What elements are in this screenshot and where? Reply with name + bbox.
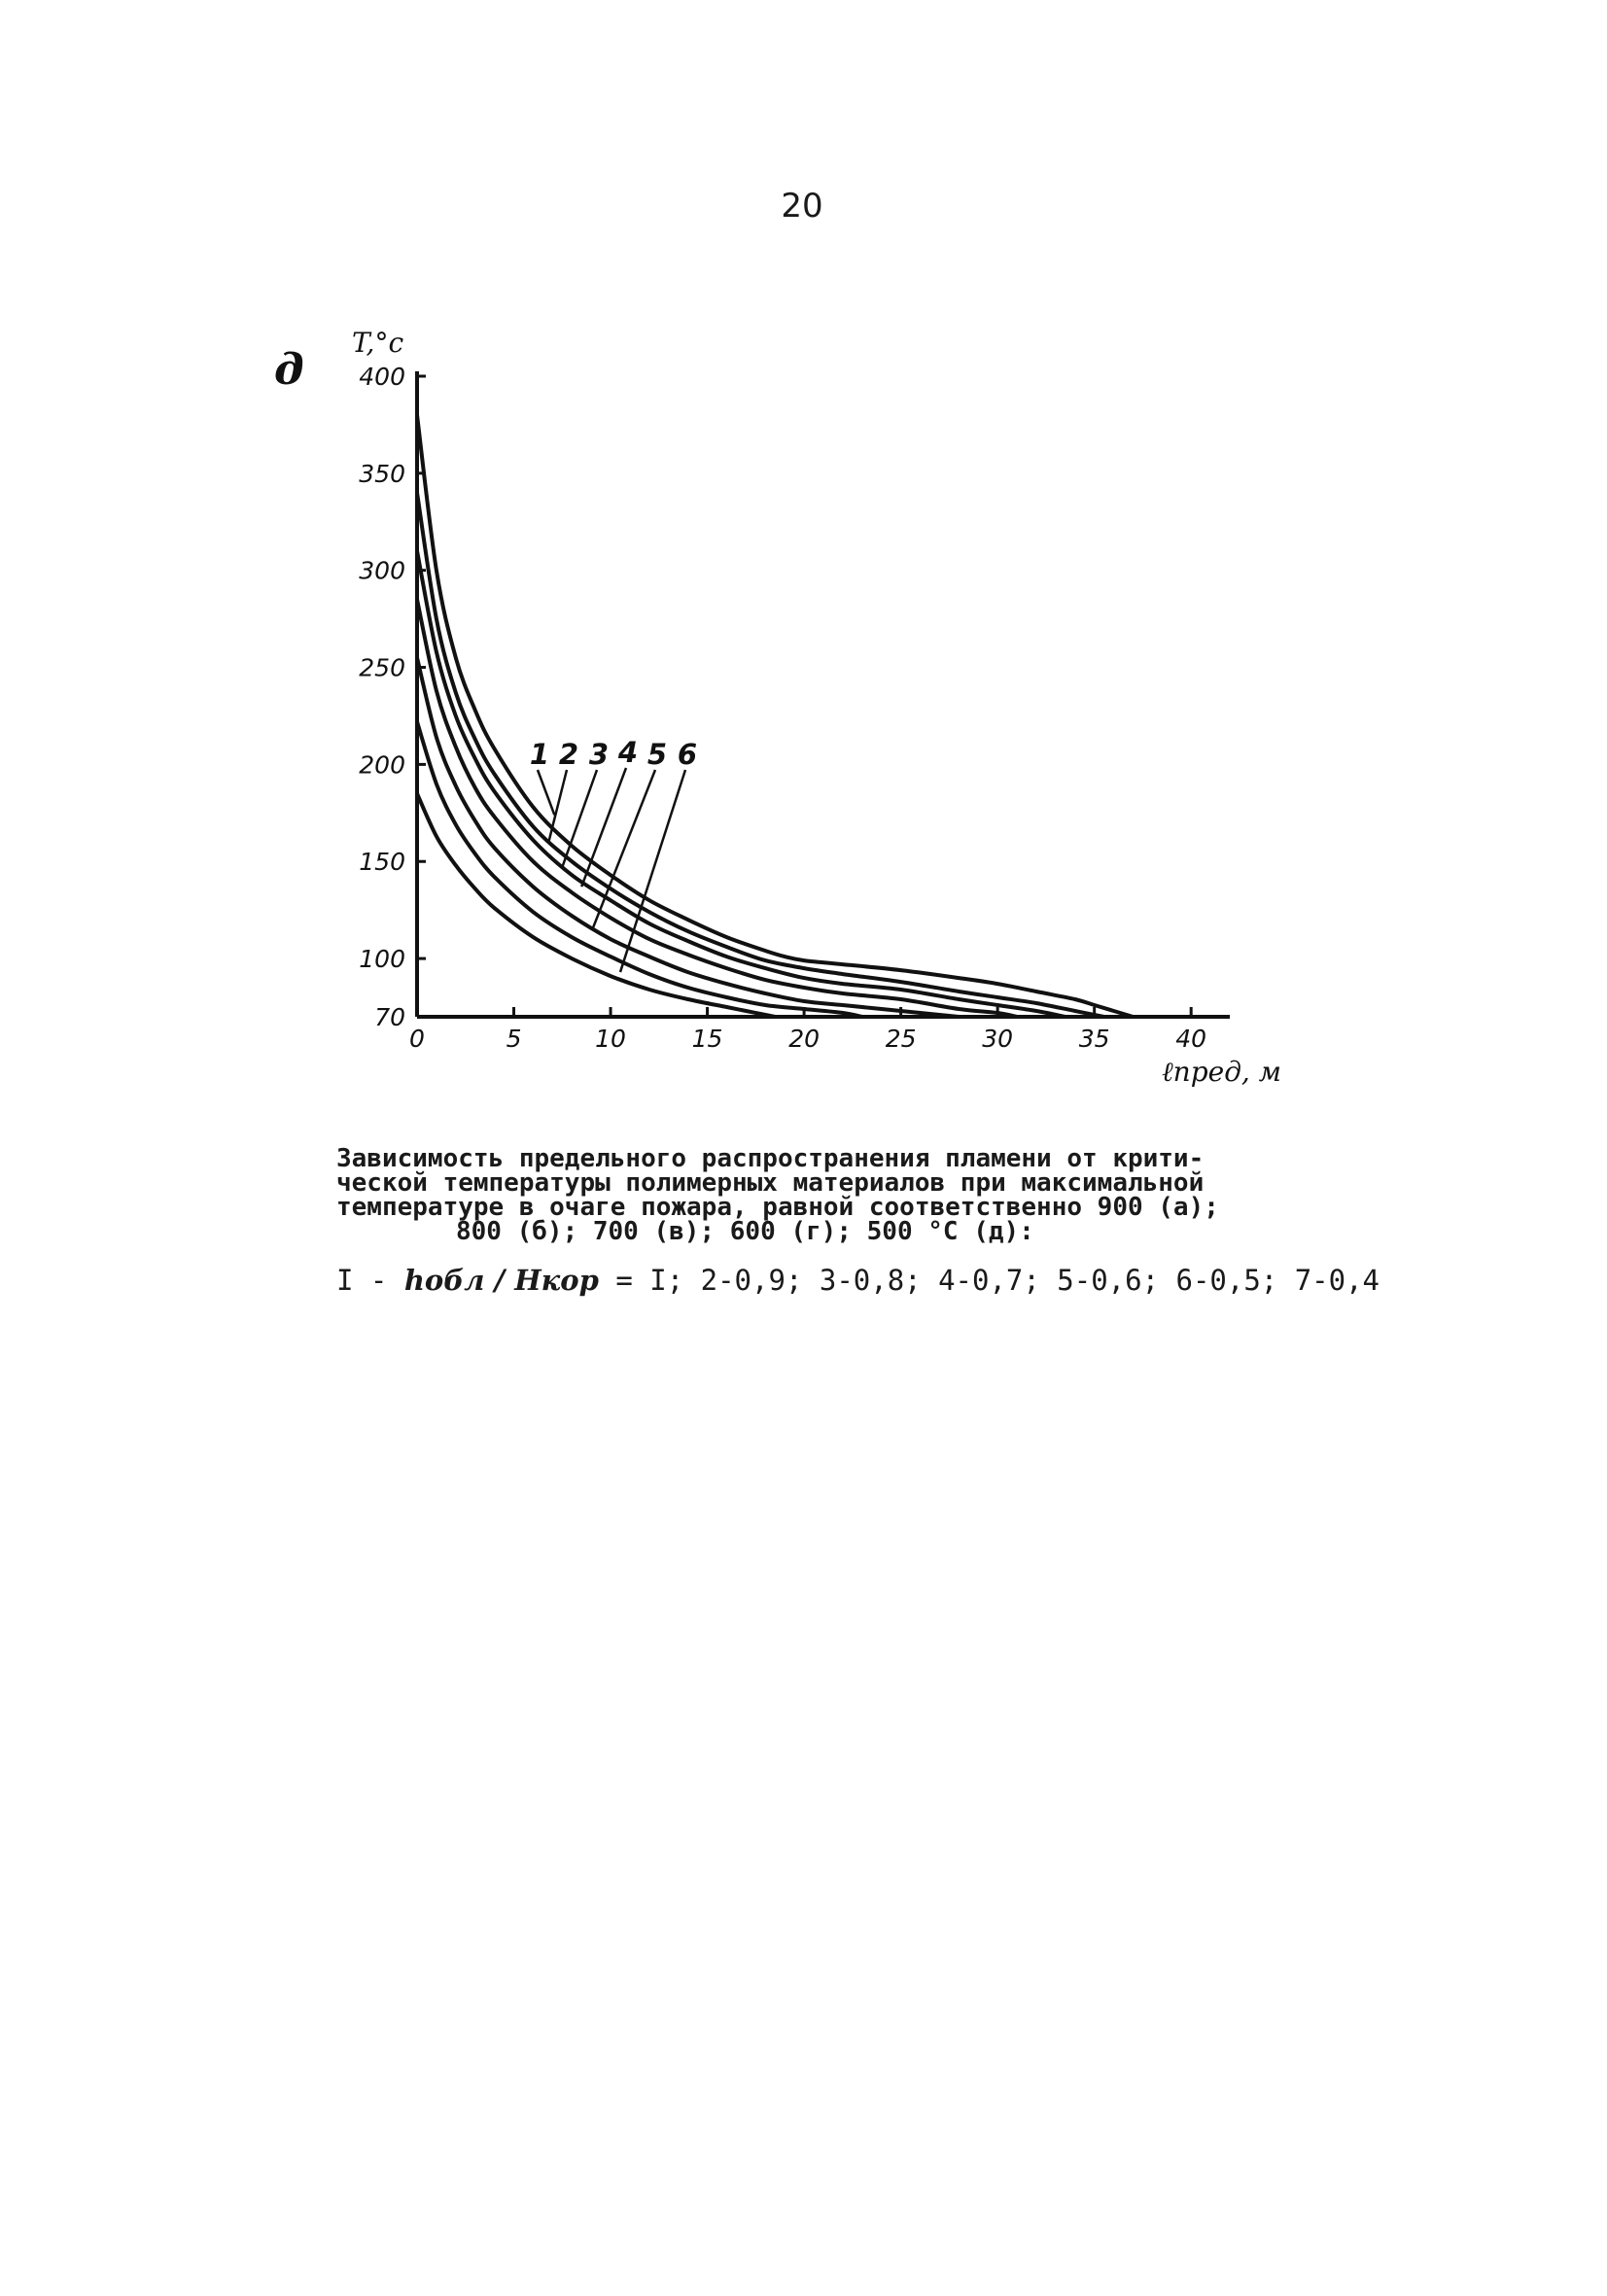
chart-labels — [530, 736, 697, 972]
y-tick-label: 200 — [359, 750, 405, 780]
series-line-1 — [417, 415, 1134, 1017]
caption-line: ческой температуры полимерных материалов при максимальной — [336, 1168, 1205, 1198]
y-axis-title: T,°c — [352, 327, 404, 359]
chart-axes — [352, 327, 1281, 1088]
chart-curves — [417, 415, 1134, 1017]
x-tick-label: 35 — [1078, 1025, 1110, 1053]
y-tick-label: 100 — [359, 945, 405, 974]
y-tick-label: 150 — [359, 848, 405, 877]
caption-line: Зависимость предельного распространения пламени от крити- — [336, 1144, 1205, 1173]
y-tick-label: 300 — [359, 556, 405, 585]
y-tick-label: 70 — [374, 1003, 405, 1031]
x-tick-label: 30 — [982, 1025, 1014, 1053]
x-tick-label: 40 — [1175, 1025, 1207, 1053]
y-tick-label: 400 — [359, 363, 405, 391]
curve-label: 4 — [617, 736, 639, 769]
x-tick-label: 20 — [788, 1025, 821, 1053]
panel-letter: д — [274, 345, 304, 395]
x-tick-label: 15 — [691, 1025, 723, 1053]
page-number: 20 — [781, 187, 823, 226]
curve-label: 1 — [529, 738, 550, 771]
figure-caption — [336, 1144, 1318, 1246]
x-tick-label: 5 — [506, 1025, 522, 1053]
caption-line: температуре в очаге пожара, равной соответственно 900 (а); — [336, 1193, 1219, 1222]
chart — [0, 0, 1607, 1118]
series-line-2 — [417, 493, 1104, 1017]
y-tick-label: 350 — [359, 459, 405, 488]
curve-label-leader — [593, 770, 655, 927]
legend-values: = I; 2-0,9; 3-0,8; 4-0,7; 5-0,6; 6-0,5; 7-0,4 — [615, 1264, 1380, 1297]
curve-label: 5 — [646, 738, 668, 771]
curve-label: 6 — [677, 738, 698, 771]
curve-label: 3 — [588, 738, 610, 771]
caption-line: 800 (б); 700 (в); 600 (г); 500 °С (д): — [456, 1217, 1034, 1246]
x-tick-label: 10 — [595, 1025, 626, 1053]
legend-prefix: I - — [336, 1264, 404, 1297]
y-tick-label: 250 — [359, 653, 405, 682]
series-line-6 — [417, 722, 862, 1018]
legend-ratio-label: hобл / Hкор — [403, 1264, 599, 1297]
x-tick-label: 25 — [885, 1025, 917, 1053]
x-tick-label: 0 — [409, 1025, 425, 1053]
curve-legend — [336, 1264, 1380, 1297]
curve-label: 2 — [558, 738, 579, 771]
x-axis-title: ℓпред, м — [1162, 1056, 1281, 1088]
curve-label-leader — [538, 770, 554, 815]
series-line-5 — [417, 658, 959, 1017]
